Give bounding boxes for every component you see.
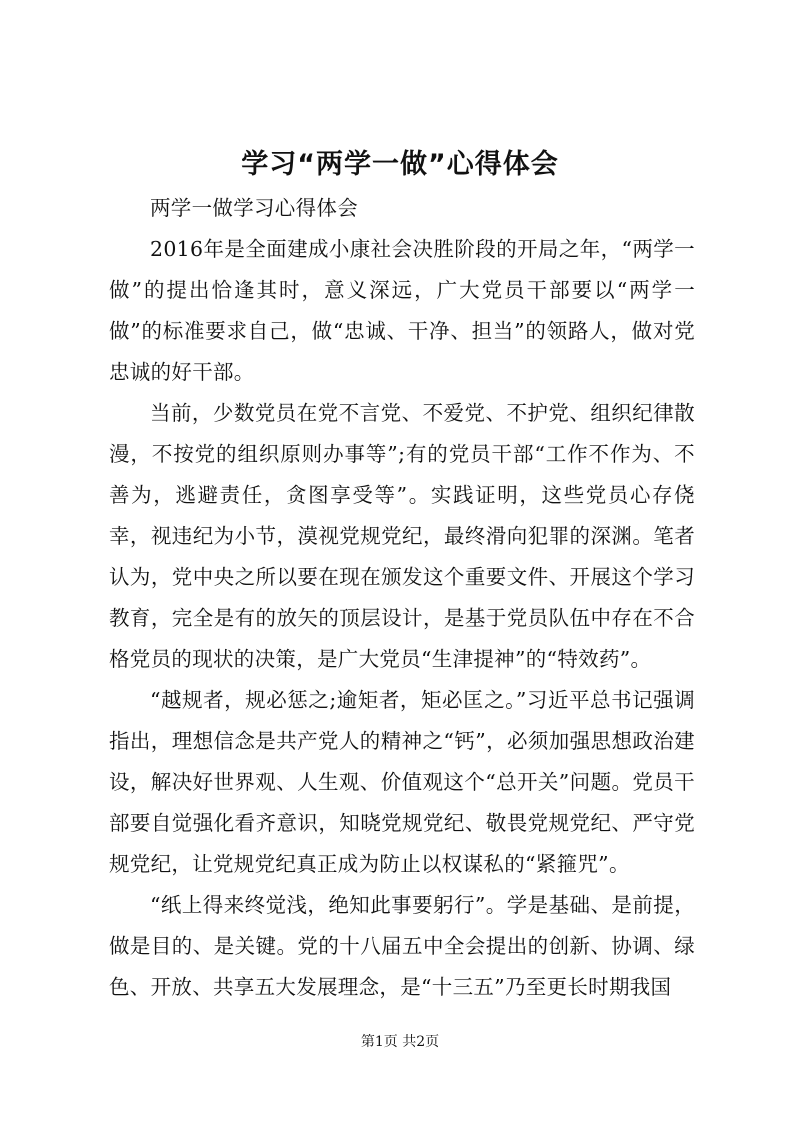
body-paragraph: 当前，少数党员在党不言党、不爱党、不护党、组织纪律散漫，不按党的组织原则办事等”;有的党员干部“工作不作为、不善为，逃避责任，贪图享受等”。实践证明，这些党员心存侥幸，视违纪为小节，漠视党规党纪，最终滑向犯罪的深渊。笔者认为，党中央之所以要在现在颁发这个重要文件、开展这个学习教育，完全是有的放矢的顶层设计，是基于党员队伍中存在不合格党员的现状的决策，是广大党员“生津提神”的“特效药”。	[109, 401, 695, 671]
body-paragraph: “纸上得来终觉浅，绝知此事要躬行”。学是基础、是前提，做是目的、是关键。党的十八届五中全会提出的创新、协调、绿色、开放、共享五大发展理念，是“十三五”乃至更长时期我国	[109, 893, 695, 999]
subtitle-paragraph: 两学一做学习心得体会	[150, 196, 358, 220]
document-title: 学习“两学一做”心得体会	[241, 149, 559, 180]
page-footer: 第1页 共2页	[360, 1034, 440, 1050]
body-paragraph: 2016年是全面建成小康社会决胜阶段的开局之年，“两学一做”的提出恰逢其时，意义深远，广大党员干部要以“两学一做”的标准要求自己，做“忠诚、干净、担当”的领路人，做对党忠诚的好干部。	[109, 237, 695, 384]
document-body	[109, 188, 695, 1008]
body-paragraph: “越规者，规必惩之;逾矩者，矩必匡之。”习近平总书记强调指出，理想信念是共产党人的精神之“钙”，必须加强思想政治建设，解决好世界观、人生观、价值观这个“总开关”问题。党员干部要自觉强化看齐意识，知晓党规党纪、敬畏党规党纪、严守党规党纪，让党规党纪真正成为防止以权谋私的“紧箍咒”。	[109, 688, 695, 876]
